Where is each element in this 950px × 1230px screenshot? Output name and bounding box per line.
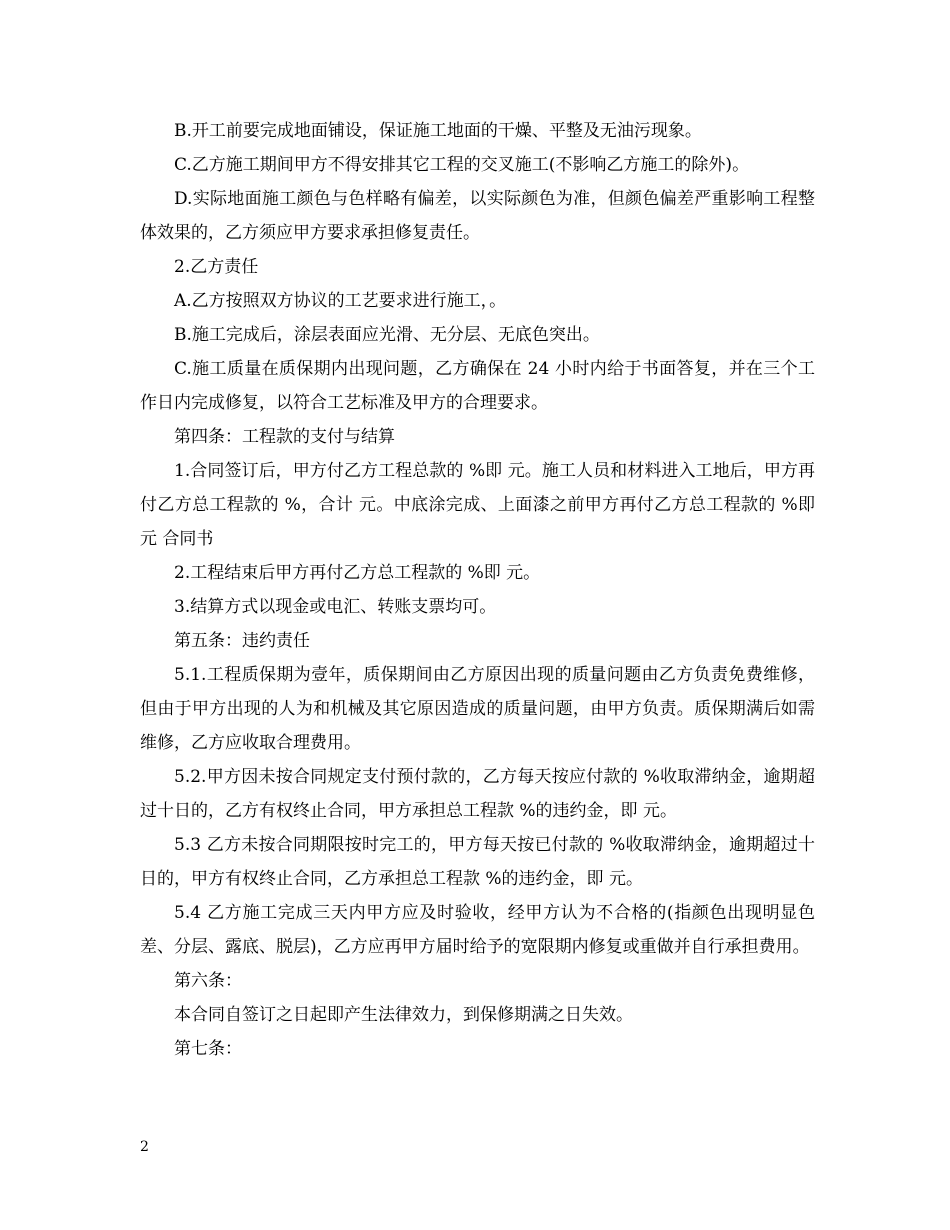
paragraph: 2.工程结束后甲方再付乙方总工程款的 %即 元。 bbox=[174, 563, 541, 583]
paragraph: 5.1.工程质保期为壹年，质保期间由乙方原因出现的质量问题由乙方负责免费维修，但由于甲方出现的人为和机械及其它原因造成的质量问题，由甲方负责。质保期满后如需维修，乙方应收取合理费用。 bbox=[140, 665, 815, 753]
paragraph: A.乙方按照双方协议的工艺要求进行施工，。 bbox=[174, 291, 507, 311]
section-heading: 第七条： bbox=[174, 1039, 242, 1059]
paragraph: 本合同自签订之日起即产生法律效力，到保修期满之日失效。 bbox=[174, 1005, 633, 1025]
paragraph: D.实际地面施工颜色与色样略有偏差，以实际颜色为准，但颜色偏差严重影响工程整体效果的，乙方须应甲方要求承担修复责任。 bbox=[140, 189, 815, 243]
paragraph: 5.4 乙方施工完成三天内甲方应及时验收，经甲方认为不合格的(指颜色出现明显色差、分层、露底、脱层)，乙方应再甲方届时给予的宽限期内修复或重做并自行承担费用。 bbox=[140, 903, 815, 957]
page-number: 2 bbox=[140, 1139, 149, 1155]
section-heading: 第五条：违约责任 bbox=[174, 631, 310, 651]
paragraph: 3.结算方式以现金或电汇、转账支票均可。 bbox=[174, 597, 497, 617]
document-body bbox=[140, 114, 815, 1066]
paragraph: C.施工质量在质保期内出现问题，乙方确保在 24 小时内给于书面答复，并在三个工作日内完成修复，以符合工艺标准及甲方的合理要求。 bbox=[140, 359, 815, 413]
section-heading: 第六条： bbox=[174, 971, 242, 991]
section-heading: 第四条：工程款的支付与结算 bbox=[174, 427, 395, 447]
paragraph: B.开工前要完成地面铺设，保证施工地面的干燥、平整及无油污现象。 bbox=[174, 121, 702, 141]
section-heading: 2.乙方责任 bbox=[174, 257, 259, 277]
paragraph: 1.合同签订后，甲方付乙方工程总款的 %即 元。施工人员和材料进入工地后，甲方再付乙方总工程款的 %，合计 元。中底涂完成、上面漆之前甲方再付乙方总工程款的 %即 元 合同书 bbox=[140, 461, 815, 549]
paragraph: B.施工完成后，涂层表面应光滑、无分层、无底色突出。 bbox=[174, 325, 600, 345]
paragraph: C.乙方施工期间甲方不得安排其它工程的交叉施工(不影响乙方施工的除外)。 bbox=[174, 155, 750, 175]
paragraph: 5.3 乙方未按合同期限按时完工的，甲方每天按已付款的 %收取滞纳金，逾期超过十日的，甲方有权终止合同，乙方承担总工程款 %的违约金，即 元。 bbox=[140, 835, 815, 889]
paragraph: 5.2.甲方因未按合同规定支付预付款的，乙方每天按应付款的 %收取滞纳金，逾期超过十日的，乙方有权终止合同，甲方承担总工程款 %的违约金，即 元。 bbox=[140, 767, 815, 821]
